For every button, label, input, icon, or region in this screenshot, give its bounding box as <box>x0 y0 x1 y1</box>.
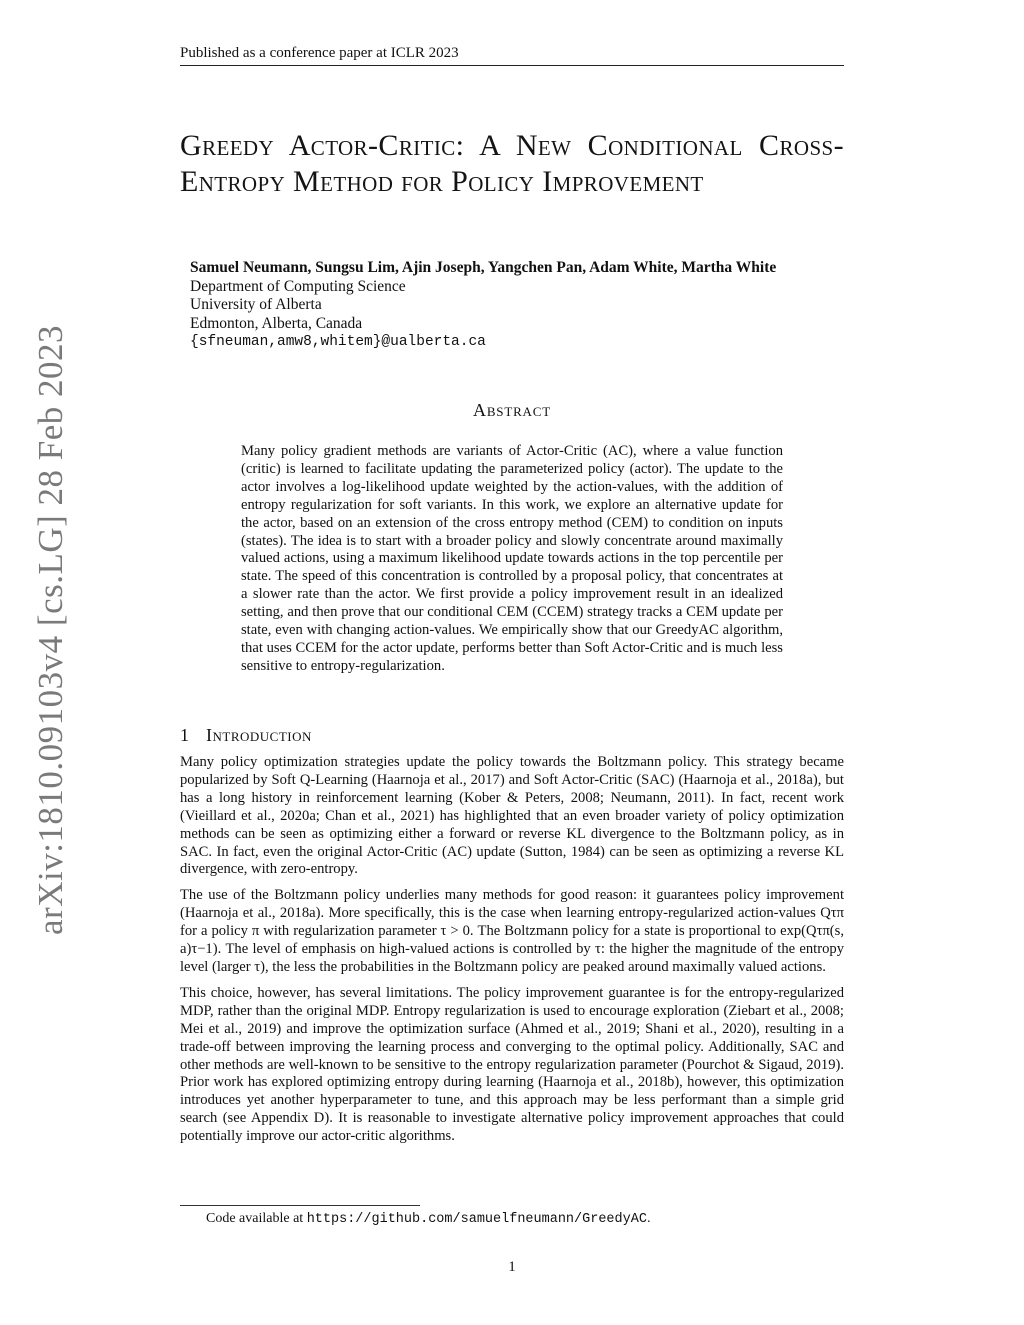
footnote-divider <box>180 1205 420 1206</box>
code-footnote <box>206 1210 846 1228</box>
affiliation-department: Department of Computing Science <box>190 277 406 295</box>
affiliation-university: University of Alberta <box>190 296 322 313</box>
intro-paragraph-1: Many policy optimization strategies update the policy towards the Boltzmann policy. This strategy became popularized by Soft Q-Learning (Haarnoja et al., 2017) and Soft Actor-Critic (SAC) (Haarnoja et al., 2018a), but has a long history in reinforcement learning (Kober & Peters, 2008; Neumann, 2011). In fact, recent work (Vieillard et al., 2020a; Chan et al., 2021) has highlighted that an even broader variety of policy optimization methods can be seen as optimizing either a forward or reverse KL divergence to the Boltzmann policy, as in SAC. In fact, even the original Actor-Critic (AC) update (Sutton, 1984) can be seen as optimizing a reverse KL divergence, with zero-entropy. <box>180 754 844 878</box>
github-link[interactable]: https://github.com/samuelfneumann/GreedyAC <box>306 1212 647 1227</box>
intro-paragraph-3: This choice, however, has several limitations. The policy improvement guarantee is for the entropy-regularized MDP, rather than the original MDP. Entropy regularization is used to encourage exploration (Ziebart et al., 2008; Mei et al., 2019) and improve the optimization surface (Ahmed et al., 2019; Shani et al., 2020), resulting in a trade-off between improving the learning process and converging to the optimal policy. Additionally, SAC and other methods are well-known to be sensitive to the entropy regularization parameter (Pourchot & Sigaud, 2019). Prior work has explored optimizing entropy during learning (Haarnoja et al., 2018b), however, this optimization introduces yet another hyperparameter to tune, and this approach may be less performant than a simple grid search (see Appendix D). It is reasonable to investigate alternative policy improvement approaches that could potentially improve our actor-critic algorithms. <box>180 984 844 1145</box>
footnote-suffix: . <box>646 1211 651 1226</box>
paper-title: Greedy Actor-Critic: A New Conditional Cross-Entropy Method for Policy Improvement <box>180 129 844 198</box>
introduction-body <box>180 754 844 1154</box>
abstract-heading: Abstract <box>473 400 551 420</box>
author-emails[interactable]: {sfneuman,amw8,whitem}@ualberta.ca <box>190 334 486 350</box>
section-title: Introduction <box>206 725 312 745</box>
author-block <box>190 259 844 352</box>
affiliation-location: Edmonton, Alberta, Canada <box>190 314 363 332</box>
running-header: Published as a conference paper at ICLR 2023 <box>180 44 844 66</box>
intro-paragraph-2: The use of the Boltzmann policy underlies many methods for good reason: it guarantees policy improvement (Haarnoja et al., 2018a). More specifically, this is the case when learning entropy-regularized action-values Qτπ for a policy π with regularization parameter τ > 0. The Boltzmann policy for a state is proportional to exp(Qτπ(s, a)τ−1). The level of emphasis on high-valued actions is controlled by τ: the higher the magnitude of the entropy level (larger τ), the less the probabilities in the Boltzmann policy are peaked around maximally valued actions. <box>180 887 844 975</box>
introduction-heading <box>180 725 844 746</box>
arxiv-identifier[interactable]: arXiv:1810.09103v4 [cs.LG] 28 Feb 2023 <box>31 324 70 935</box>
abstract-text: Many policy gradient methods are variants of Actor-Critic (AC), where a value function (critic) is learned to facilitate updating the parameterized policy (actor). The update to the actor involves a log-likelihood update weighted by the action-values, with the addition of entropy regularization for soft variants. In this work, we explore an alternative update for the actor, based on an extension of the cross entropy method (CEM) to condition on inputs (states). The idea is to start with a broader policy and slowly concentrate around maximally valued actions, using a maximum likelihood update towards actions in the top percentile per state. The speed of this concentration is controlled by a proposal policy, that concentrates at a slower rate than the actor. We first provide a policy improvement result in an idealized setting, and then prove that our conditional CEM (CCEM) strategy tracks a CEM update per state, even with changing action-values. We empirically show that our GreedyAC algorithm, that uses CCEM for the actor update, performs better than Soft Actor-Critic and is much less sensitive to entropy-regularization. <box>241 443 783 674</box>
footnote-prefix: Code available at <box>206 1211 304 1226</box>
section-number: 1 <box>180 725 190 745</box>
author-list: Samuel Neumann, Sungsu Lim, Ajin Joseph, Yangchen Pan, Adam White, Martha White <box>190 259 777 276</box>
page-number: 1 <box>508 1259 516 1275</box>
